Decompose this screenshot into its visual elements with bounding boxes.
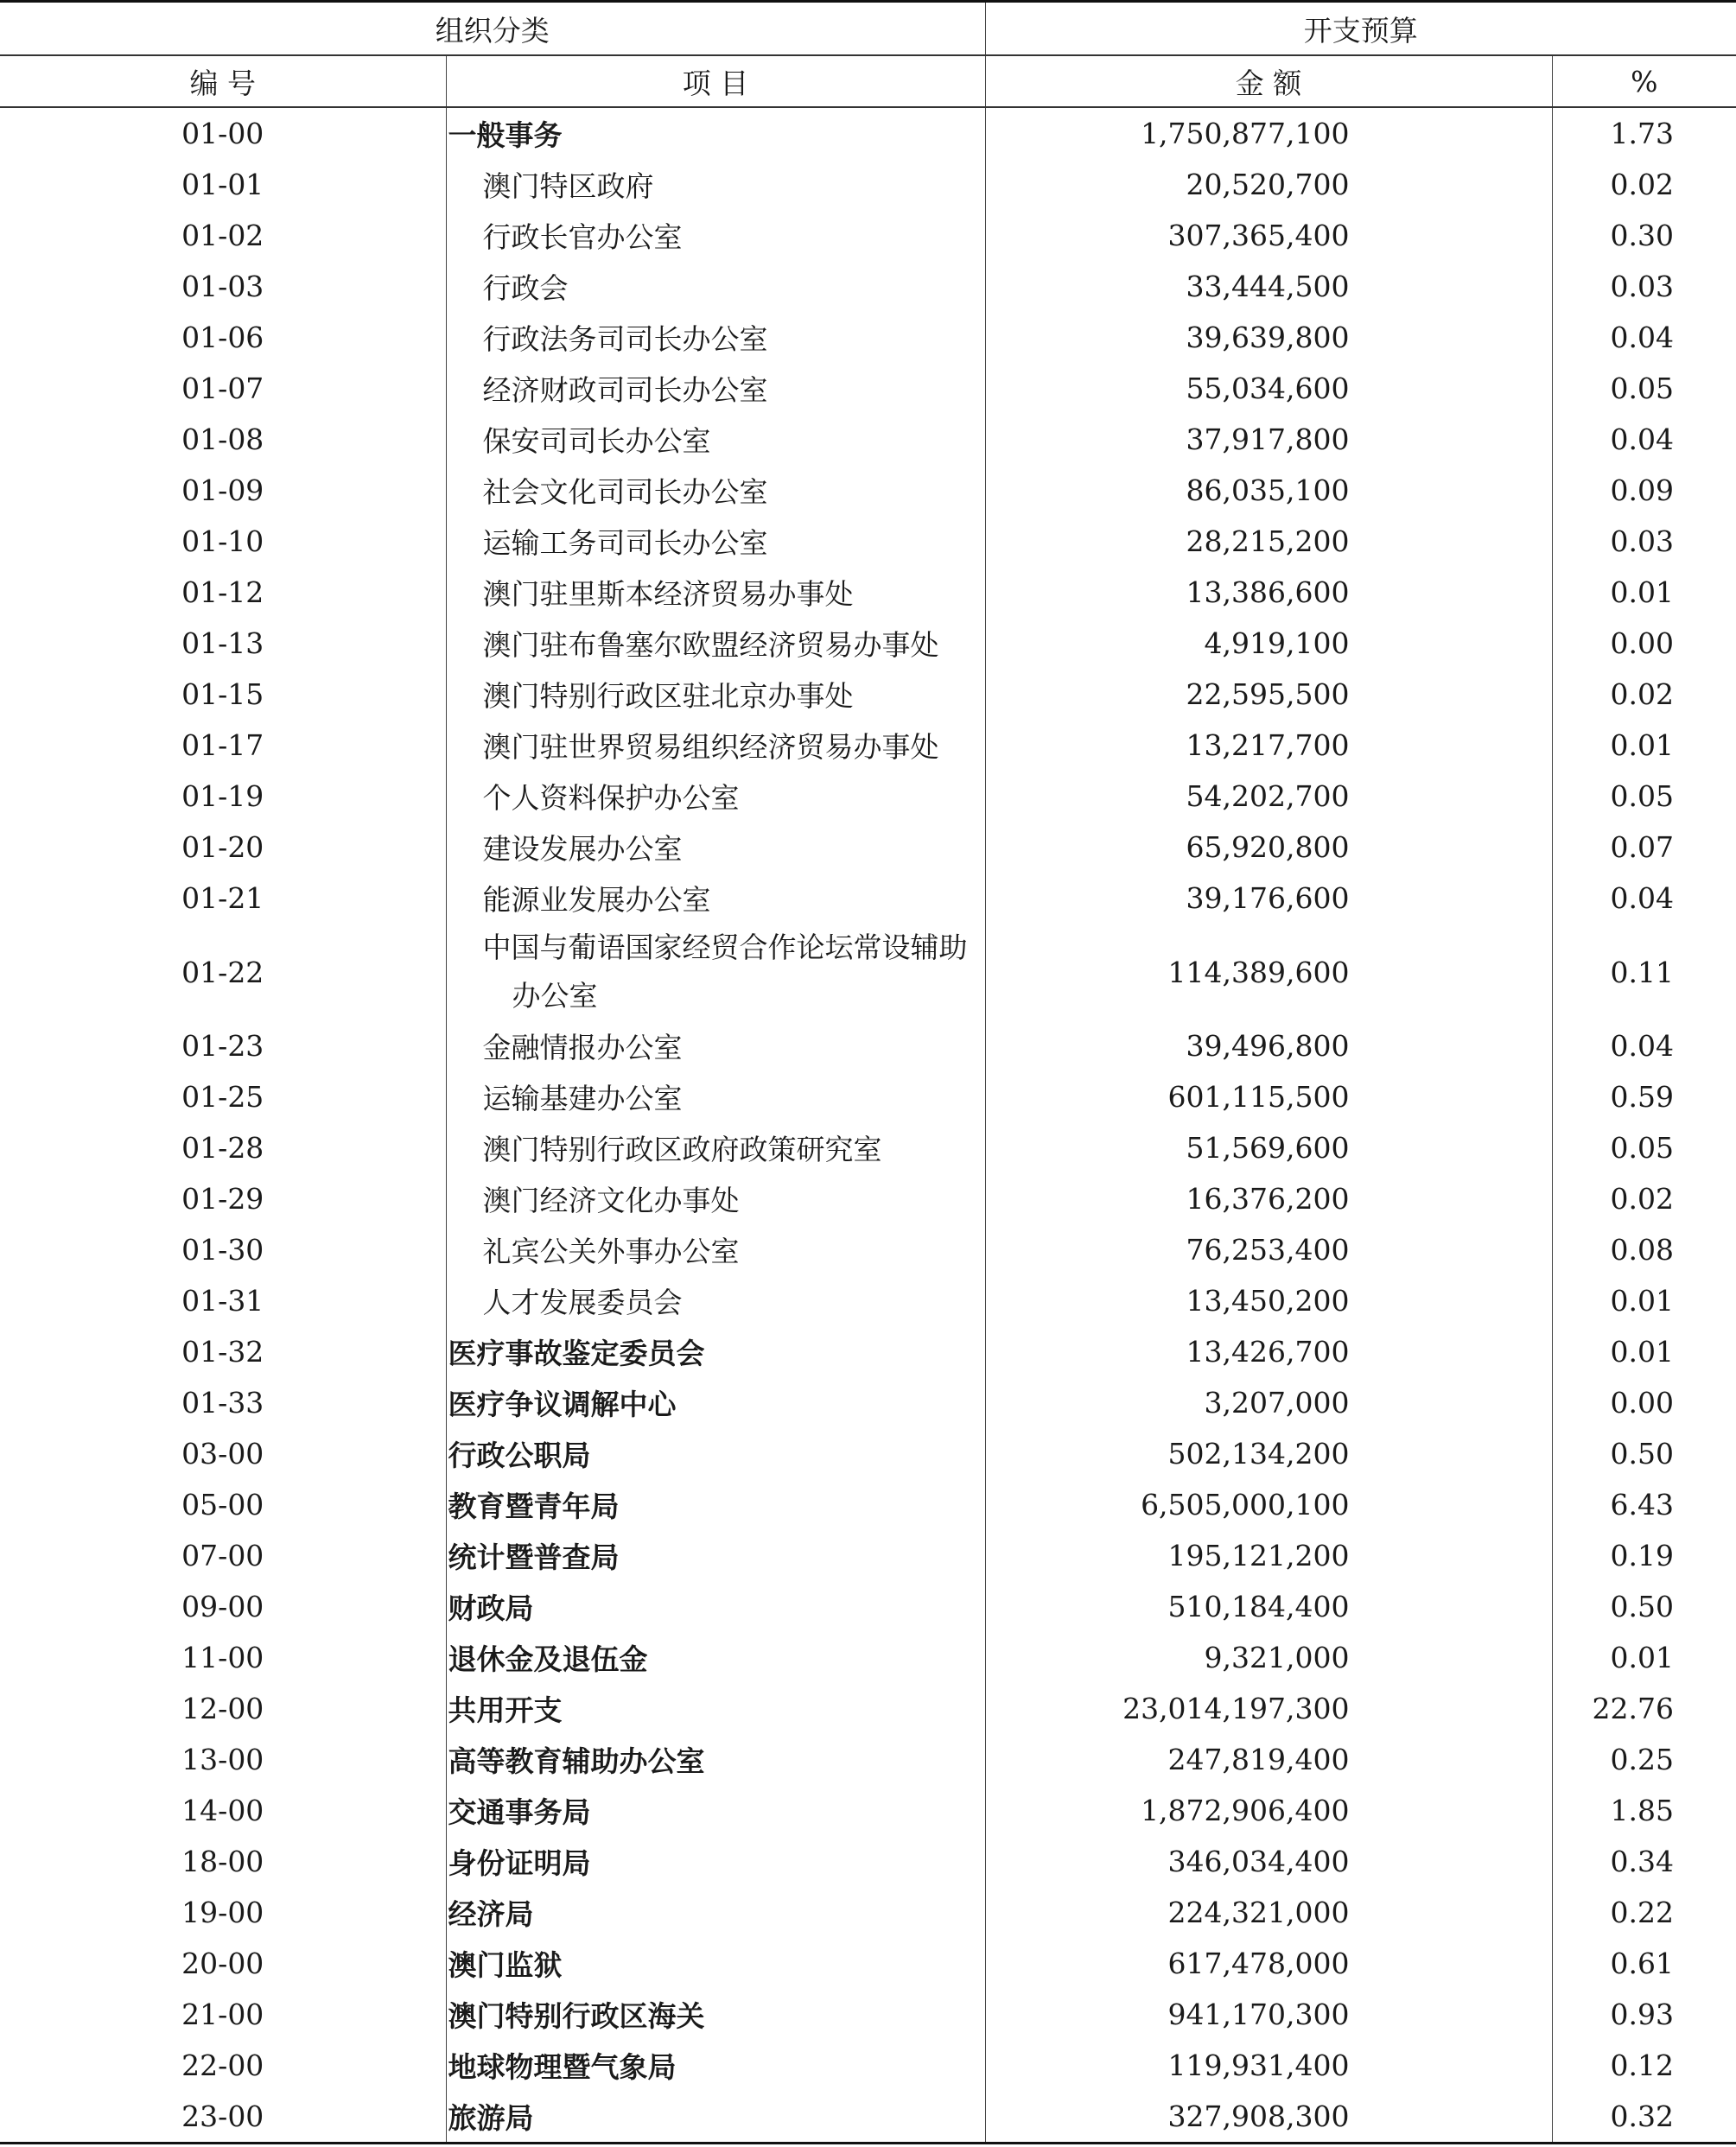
row-item-name: 个人资料保护办公室 bbox=[446, 771, 985, 822]
row-code: 01-03 bbox=[181, 270, 264, 303]
row-amount: 346,034,400 bbox=[985, 1836, 1552, 1887]
table-row bbox=[0, 1683, 1736, 1734]
row-code: 03-00 bbox=[181, 1437, 264, 1471]
row-percent: 0.11 bbox=[1552, 924, 1736, 1020]
row-percent: 0.04 bbox=[1552, 873, 1736, 924]
row-amount: 1,750,877,100 bbox=[985, 107, 1552, 159]
table-row bbox=[0, 159, 1736, 210]
row-amount: 1,872,906,400 bbox=[985, 1785, 1552, 1836]
header-row-columns bbox=[0, 55, 1736, 107]
table-row bbox=[0, 414, 1736, 465]
row-percent: 0.02 bbox=[1552, 669, 1736, 720]
row-item-name: 医疗争议调解中心 bbox=[446, 1377, 985, 1428]
row-percent: 0.03 bbox=[1552, 516, 1736, 567]
row-item-name: 行政公职局 bbox=[446, 1428, 985, 1479]
row-amount: 22,595,500 bbox=[985, 669, 1552, 720]
header-org-classification: 组织分类 bbox=[0, 2, 985, 56]
row-amount: 195,121,200 bbox=[985, 1530, 1552, 1581]
row-amount: 39,176,600 bbox=[985, 873, 1552, 924]
table-row bbox=[0, 516, 1736, 567]
row-item-name: 社会文化司司长办公室 bbox=[446, 465, 985, 516]
row-code: 01-17 bbox=[181, 728, 264, 762]
row-percent: 0.19 bbox=[1552, 1530, 1736, 1581]
row-amount: 16,376,200 bbox=[985, 1173, 1552, 1224]
row-amount: 51,569,600 bbox=[985, 1122, 1552, 1173]
table-row bbox=[0, 1581, 1736, 1632]
table-row bbox=[0, 1785, 1736, 1836]
table-row bbox=[0, 107, 1736, 159]
row-item-name: 身份证明局 bbox=[446, 1836, 985, 1887]
row-code: 01-08 bbox=[181, 422, 264, 456]
row-code: 01-06 bbox=[181, 321, 264, 354]
row-code: 20-00 bbox=[181, 1947, 264, 1980]
row-code: 05-00 bbox=[181, 1488, 264, 1521]
row-amount: 9,321,000 bbox=[985, 1632, 1552, 1683]
table-row bbox=[0, 2040, 1736, 2091]
row-amount: 307,365,400 bbox=[985, 210, 1552, 261]
row-percent: 0.04 bbox=[1552, 414, 1736, 465]
row-item-name: 澳门经济文化办事处 bbox=[446, 1173, 985, 1224]
row-percent: 0.34 bbox=[1552, 1836, 1736, 1887]
row-item-name: 金融情报办公室 bbox=[446, 1020, 985, 1071]
row-percent: 0.50 bbox=[1552, 1581, 1736, 1632]
row-amount: 54,202,700 bbox=[985, 771, 1552, 822]
header-row-group bbox=[0, 2, 1736, 56]
row-item-name: 澳门监狱 bbox=[446, 1938, 985, 1989]
row-amount: 55,034,600 bbox=[985, 363, 1552, 414]
table-row bbox=[0, 1989, 1736, 2040]
row-percent: 0.02 bbox=[1552, 1173, 1736, 1224]
column-header-item: 项 目 bbox=[446, 55, 985, 107]
row-percent: 0.01 bbox=[1552, 1632, 1736, 1683]
row-amount: 76,253,400 bbox=[985, 1224, 1552, 1275]
table-row bbox=[0, 1326, 1736, 1377]
row-amount: 119,931,400 bbox=[985, 2040, 1552, 2091]
row-item-name: 财政局 bbox=[446, 1581, 985, 1632]
row-item-name-line2: 办公室 bbox=[512, 979, 598, 1013]
table-row bbox=[0, 1020, 1736, 1071]
row-percent: 0.59 bbox=[1552, 1071, 1736, 1122]
row-item-name-line1: 中国与葡语国家经贸合作论坛常设辅助 bbox=[482, 931, 968, 964]
row-amount: 601,115,500 bbox=[985, 1071, 1552, 1122]
row-percent: 0.12 bbox=[1552, 2040, 1736, 2091]
row-amount: 6,505,000,100 bbox=[985, 1479, 1552, 1530]
row-item-name: 行政法务司司长办公室 bbox=[446, 312, 985, 363]
row-percent: 0.05 bbox=[1552, 1122, 1736, 1173]
row-item-name: 澳门驻里斯本经济贸易办事处 bbox=[446, 567, 985, 618]
table-row bbox=[0, 1479, 1736, 1530]
row-amount: 247,819,400 bbox=[985, 1734, 1552, 1785]
row-code: 01-15 bbox=[181, 677, 264, 711]
row-item-name: 建设发展办公室 bbox=[446, 822, 985, 873]
row-code: 18-00 bbox=[181, 1845, 264, 1878]
table-row bbox=[0, 1275, 1736, 1326]
header-expenditure-budget: 开支预算 bbox=[985, 2, 1736, 56]
row-code: 13-00 bbox=[181, 1743, 264, 1776]
column-header-code: 编 号 bbox=[0, 55, 446, 107]
row-item-name: 共用开支 bbox=[446, 1683, 985, 1734]
row-amount: 23,014,197,300 bbox=[985, 1683, 1552, 1734]
row-percent: 0.01 bbox=[1552, 1326, 1736, 1377]
row-percent: 0.00 bbox=[1552, 1377, 1736, 1428]
row-item-name: 医疗事故鉴定委员会 bbox=[446, 1326, 985, 1377]
row-percent: 0.25 bbox=[1552, 1734, 1736, 1785]
row-amount: 327,908,300 bbox=[985, 2091, 1552, 2144]
row-amount: 28,215,200 bbox=[985, 516, 1552, 567]
table-row bbox=[0, 618, 1736, 669]
row-amount: 13,450,200 bbox=[985, 1275, 1552, 1326]
row-amount: 13,217,700 bbox=[985, 720, 1552, 771]
row-code: 01-10 bbox=[181, 524, 264, 558]
row-item-name: 高等教育辅助办公室 bbox=[446, 1734, 985, 1785]
row-amount: 20,520,700 bbox=[985, 159, 1552, 210]
row-percent: 0.22 bbox=[1552, 1887, 1736, 1938]
row-percent: 0.04 bbox=[1552, 1020, 1736, 1071]
row-item-name: 交通事务局 bbox=[446, 1785, 985, 1836]
row-amount: 4,919,100 bbox=[985, 618, 1552, 669]
row-code: 01-13 bbox=[181, 626, 264, 660]
table-body bbox=[0, 107, 1736, 2144]
row-item-name: 经济财政司司长办公室 bbox=[446, 363, 985, 414]
row-percent: 0.02 bbox=[1552, 159, 1736, 210]
table-row bbox=[0, 1173, 1736, 1224]
row-item-name: 澳门特区政府 bbox=[446, 159, 985, 210]
row-item-name: 人才发展委员会 bbox=[446, 1275, 985, 1326]
row-percent: 0.04 bbox=[1552, 312, 1736, 363]
table-row bbox=[0, 2091, 1736, 2144]
table-row bbox=[0, 1428, 1736, 1479]
row-code: 01-01 bbox=[181, 168, 264, 201]
row-percent: 0.01 bbox=[1552, 567, 1736, 618]
row-item-name: 运输工务司司长办公室 bbox=[446, 516, 985, 567]
row-code: 01-23 bbox=[181, 1029, 264, 1063]
row-code: 01-07 bbox=[181, 372, 264, 405]
row-percent: 1.85 bbox=[1552, 1785, 1736, 1836]
row-code: 01-33 bbox=[181, 1386, 264, 1420]
row-item-name: 澳门驻布鲁塞尔欧盟经济贸易办事处 bbox=[446, 618, 985, 669]
row-code: 01-20 bbox=[181, 830, 264, 864]
row-item-name: 保安司司长办公室 bbox=[446, 414, 985, 465]
row-amount: 13,386,600 bbox=[985, 567, 1552, 618]
row-code: 01-09 bbox=[181, 473, 264, 507]
row-percent: 0.07 bbox=[1552, 822, 1736, 873]
row-amount: 941,170,300 bbox=[985, 1989, 1552, 2040]
row-percent: 0.00 bbox=[1552, 618, 1736, 669]
row-percent: 0.61 bbox=[1552, 1938, 1736, 1989]
row-code: 01-25 bbox=[181, 1080, 264, 1114]
row-amount: 65,920,800 bbox=[985, 822, 1552, 873]
row-percent: 0.05 bbox=[1552, 363, 1736, 414]
table-header bbox=[0, 2, 1736, 108]
row-amount: 3,207,000 bbox=[985, 1377, 1552, 1428]
column-header-amount: 金 额 bbox=[985, 55, 1552, 107]
row-code: 01-12 bbox=[181, 575, 264, 609]
table-row bbox=[0, 261, 1736, 312]
table-row bbox=[0, 1938, 1736, 1989]
row-amount: 33,444,500 bbox=[985, 261, 1552, 312]
row-percent: 0.01 bbox=[1552, 720, 1736, 771]
row-code: 01-30 bbox=[181, 1233, 264, 1267]
row-code: 01-28 bbox=[181, 1131, 264, 1165]
table-row bbox=[0, 1887, 1736, 1938]
table-row bbox=[0, 1632, 1736, 1683]
row-item-name: 澳门特别行政区政府政策研究室 bbox=[446, 1122, 985, 1173]
row-item-name bbox=[446, 924, 985, 1020]
row-percent: 0.93 bbox=[1552, 1989, 1736, 2040]
table-row bbox=[0, 567, 1736, 618]
table-row bbox=[0, 1530, 1736, 1581]
row-item-name: 行政会 bbox=[446, 261, 985, 312]
row-percent: 0.32 bbox=[1552, 2091, 1736, 2144]
row-amount: 86,035,100 bbox=[985, 465, 1552, 516]
table-row bbox=[0, 210, 1736, 261]
row-percent: 1.73 bbox=[1552, 107, 1736, 159]
column-header-percent: % bbox=[1552, 55, 1736, 107]
row-amount: 39,496,800 bbox=[985, 1020, 1552, 1071]
row-code: 01-02 bbox=[181, 219, 264, 252]
table-row bbox=[0, 312, 1736, 363]
row-item-name: 教育暨青年局 bbox=[446, 1479, 985, 1530]
row-code: 01-29 bbox=[181, 1182, 264, 1216]
row-percent: 0.05 bbox=[1552, 771, 1736, 822]
row-code: 21-00 bbox=[181, 1998, 264, 2031]
table-row bbox=[0, 1377, 1736, 1428]
row-item-name: 澳门特别行政区海关 bbox=[446, 1989, 985, 2040]
row-code: 22-00 bbox=[181, 2049, 264, 2082]
table-row bbox=[0, 669, 1736, 720]
row-item-name: 旅游局 bbox=[446, 2091, 985, 2144]
row-percent: 6.43 bbox=[1552, 1479, 1736, 1530]
row-code: 19-00 bbox=[181, 1896, 264, 1929]
table-row bbox=[0, 465, 1736, 516]
row-amount: 37,917,800 bbox=[985, 414, 1552, 465]
table-row bbox=[0, 1122, 1736, 1173]
row-amount: 224,321,000 bbox=[985, 1887, 1552, 1938]
row-percent: 0.03 bbox=[1552, 261, 1736, 312]
table-row bbox=[0, 1836, 1736, 1887]
table-row bbox=[0, 1734, 1736, 1785]
row-amount: 510,184,400 bbox=[985, 1581, 1552, 1632]
row-item-name: 运输基建办公室 bbox=[446, 1071, 985, 1122]
row-code: 12-00 bbox=[181, 1692, 264, 1725]
row-code: 01-22 bbox=[181, 955, 264, 989]
row-percent: 0.01 bbox=[1552, 1275, 1736, 1326]
row-code: 09-00 bbox=[181, 1590, 264, 1623]
row-item-name: 行政长官办公室 bbox=[446, 210, 985, 261]
row-item-name: 经济局 bbox=[446, 1887, 985, 1938]
table-row bbox=[0, 822, 1736, 873]
row-item-name: 一般事务 bbox=[446, 107, 985, 159]
row-amount: 13,426,700 bbox=[985, 1326, 1552, 1377]
row-item-name: 澳门驻世界贸易组织经济贸易办事处 bbox=[446, 720, 985, 771]
table-row bbox=[0, 771, 1736, 822]
row-code: 01-31 bbox=[181, 1284, 264, 1318]
row-percent: 0.08 bbox=[1552, 1224, 1736, 1275]
row-item-name: 退休金及退伍金 bbox=[446, 1632, 985, 1683]
row-code: 01-19 bbox=[181, 779, 264, 813]
row-amount: 617,478,000 bbox=[985, 1938, 1552, 1989]
row-amount: 502,134,200 bbox=[985, 1428, 1552, 1479]
row-item-name: 澳门特别行政区驻北京办事处 bbox=[446, 669, 985, 720]
row-item-name: 能源业发展办公室 bbox=[446, 873, 985, 924]
row-item-name: 礼宾公关外事办公室 bbox=[446, 1224, 985, 1275]
row-code: 14-00 bbox=[181, 1794, 264, 1827]
row-code: 01-00 bbox=[181, 117, 264, 150]
row-code: 23-00 bbox=[0, 2091, 446, 2144]
row-code: 01-32 bbox=[181, 1335, 264, 1369]
row-item-name: 统计暨普查局 bbox=[446, 1530, 985, 1581]
row-percent: 0.50 bbox=[1552, 1428, 1736, 1479]
row-percent: 0.30 bbox=[1552, 210, 1736, 261]
row-code: 11-00 bbox=[181, 1641, 264, 1674]
table-row bbox=[0, 873, 1736, 924]
row-amount: 39,639,800 bbox=[985, 312, 1552, 363]
table-row bbox=[0, 924, 1736, 1020]
table-row bbox=[0, 363, 1736, 414]
table-row bbox=[0, 1224, 1736, 1275]
row-code: 01-21 bbox=[181, 881, 264, 915]
table-row bbox=[0, 720, 1736, 771]
row-percent: 0.09 bbox=[1552, 465, 1736, 516]
row-percent: 22.76 bbox=[1552, 1683, 1736, 1734]
table-row bbox=[0, 1071, 1736, 1122]
row-amount: 114,389,600 bbox=[985, 924, 1552, 1020]
row-code: 07-00 bbox=[181, 1539, 264, 1572]
row-item-name: 地球物理暨气象局 bbox=[446, 2040, 985, 2091]
